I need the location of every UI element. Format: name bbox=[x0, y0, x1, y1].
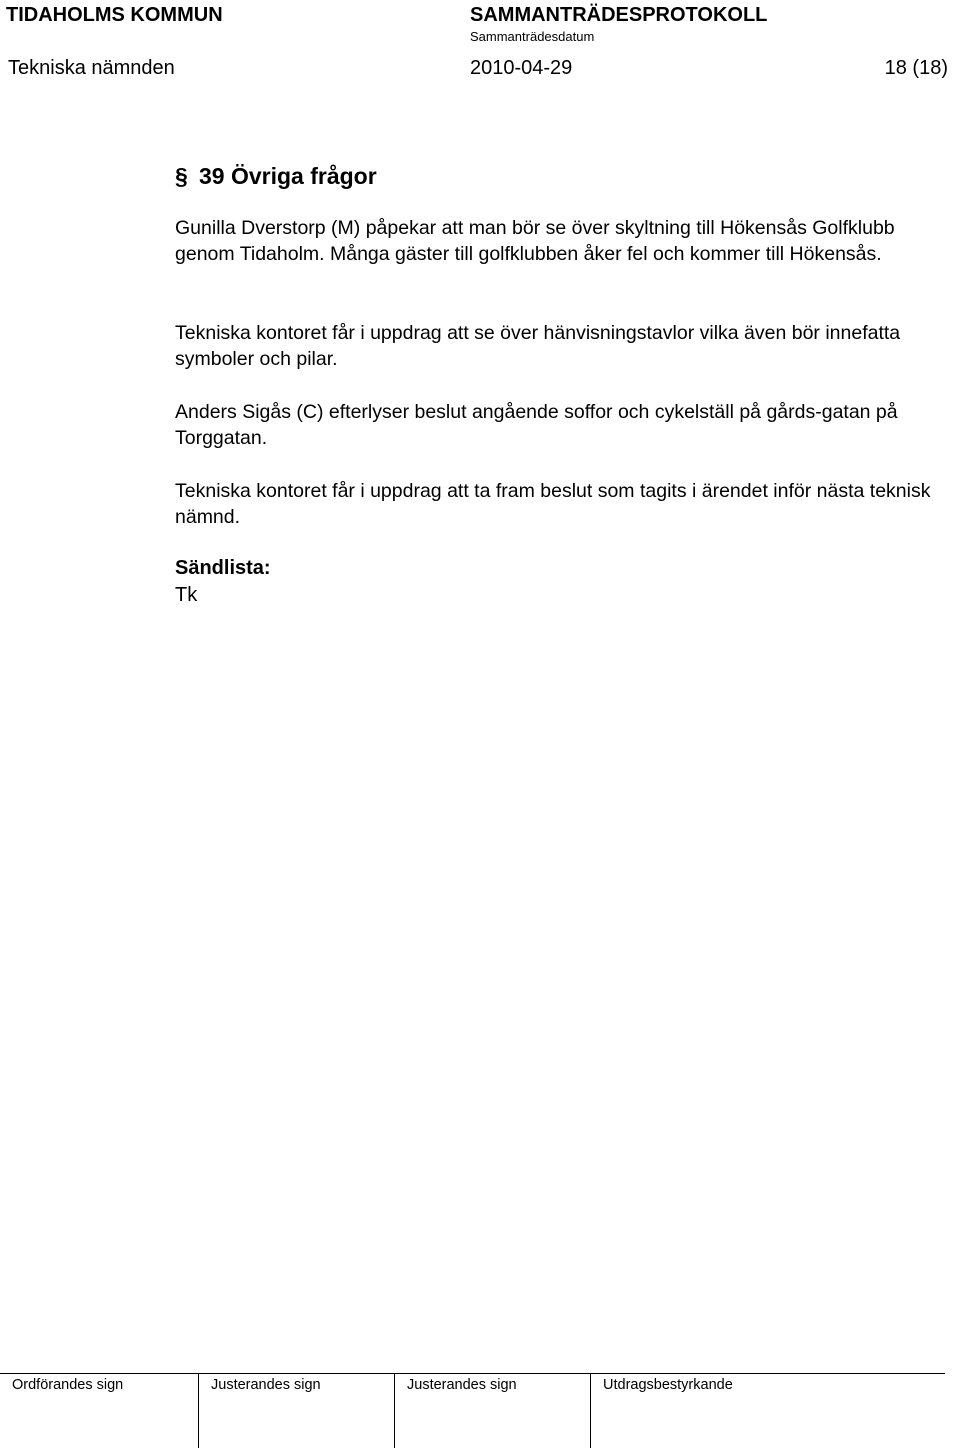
date-label: Sammanträdesdatum bbox=[470, 29, 595, 44]
distribution-list-value: Tk bbox=[175, 584, 198, 606]
paragraph-4: Tekniska kontoret får i uppdrag att ta fram beslut som tagits i ärendet inför nästa teknisk nämnd. bbox=[175, 480, 931, 528]
paragraph-2: Tekniska kontoret får i uppdrag att se över hänvisningstavlor vilka även bör innefatta symboler och pilar. bbox=[175, 322, 901, 370]
section-sign: § bbox=[175, 163, 188, 189]
certification-label: Utdragsbestyrkande bbox=[603, 1377, 733, 1393]
meeting-date: 2010-04-29 bbox=[470, 57, 573, 79]
document-type: SAMMANTRÄDESPROTOKOLL bbox=[470, 4, 768, 26]
certification-cell bbox=[590, 1374, 946, 1448]
section-title: 39 Övriga frågor bbox=[199, 163, 377, 189]
adjuster-sign-label-1: Justerandes sign bbox=[211, 1377, 321, 1393]
organization-name: TIDAHOLMS KOMMUN bbox=[6, 4, 223, 26]
adjuster-sign-cell-2 bbox=[394, 1374, 591, 1448]
adjuster-sign-cell-1 bbox=[198, 1374, 395, 1448]
signature-footer bbox=[0, 1373, 945, 1448]
board-name: Tekniska nämnden bbox=[8, 57, 175, 79]
paragraph-3: Anders Sigås (C) efterlyser beslut angående soffor och cykelställ på gårds-gatan på Torggatan. bbox=[175, 401, 898, 449]
chair-sign-label: Ordförandes sign bbox=[12, 1377, 124, 1393]
chair-sign-cell bbox=[0, 1374, 198, 1448]
adjuster-sign-label-2: Justerandes sign bbox=[407, 1377, 517, 1393]
paragraph-1: Gunilla Dverstorp (M) påpekar att man bör se över skyltning till Hökensås Golfklubb genom Tidaholm. Många gäster till golfklubben åker fel och kommer till Hökensås. bbox=[175, 217, 895, 265]
page-number: 18 (18) bbox=[884, 57, 948, 79]
distribution-list-label: Sändlista: bbox=[175, 557, 271, 579]
section-heading bbox=[175, 163, 377, 190]
